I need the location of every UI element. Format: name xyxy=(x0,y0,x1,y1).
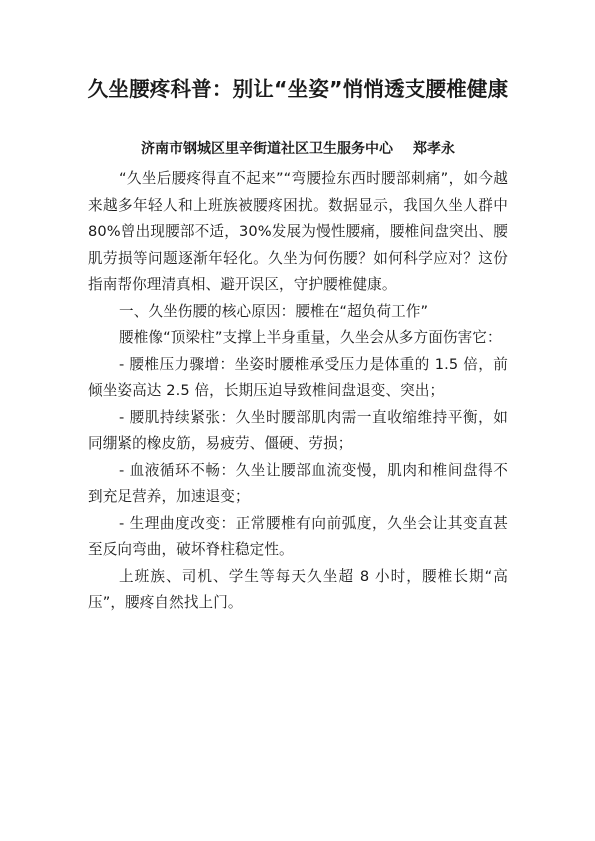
document-title: 久坐腰疼科普：别让“坐姿”悄悄透支腰椎健康 xyxy=(87,77,509,101)
paragraph-intro: “久坐后腰疼得直不起来”“弯腰捡东西时腰部刺痛”，如今越来越多年轻人和上班族被腰疼困扰。数据显示，我国久坐人群中 80%曾出现腰部不适，30%发展为慢性腰痛，腰椎间盘突出、腰肌劳损等问题逐渐年轻化。久坐为何伤腰？如何科学应对？这份指南帮你理清真相、避开误区，守护腰椎健康。 xyxy=(88,170,508,293)
byline xyxy=(82,140,514,158)
paragraph-conclusion: 上班族、司机、学生等每天久坐超 8 小时，腰椎长期“高压”，腰疼自然找上门。 xyxy=(88,567,508,611)
list-item-pressure: - 腰椎压力骤增：坐姿时腰椎承受压力是体重的 1.5 倍，前倾坐姿高达 2.5 倍，长期压迫导致椎间盘退变、突出； xyxy=(88,355,508,399)
byline-author: 郑孝永 xyxy=(413,141,455,157)
document-body xyxy=(88,166,508,617)
section-heading-1: 一、久坐伤腰的核心原因：腰椎在“超负荷工作” xyxy=(119,302,429,320)
byline-organization: 济南市钢城区里辛街道社区卫生服务中心 xyxy=(141,141,393,157)
list-item-muscle-tension: - 腰肌持续紧张：久坐时腰部肌肉需一直收缩维持平衡，如同绷紧的橡皮筋，易疲劳、僵硬、劳损； xyxy=(88,408,508,452)
list-item-circulation: - 血液循环不畅：久坐让腰部血流变慢，肌肉和椎间盘得不到充足营养，加速退变； xyxy=(88,461,508,505)
list-item-curvature: - 生理曲度改变：正常腰椎有向前弧度，久坐会让其变直甚至反向弯曲，破坏脊柱稳定性。 xyxy=(88,514,508,558)
paragraph-lumbar-analogy: 腰椎像“顶梁柱”支撑上半身重量，久坐会从多方面伤害它： xyxy=(119,329,502,346)
